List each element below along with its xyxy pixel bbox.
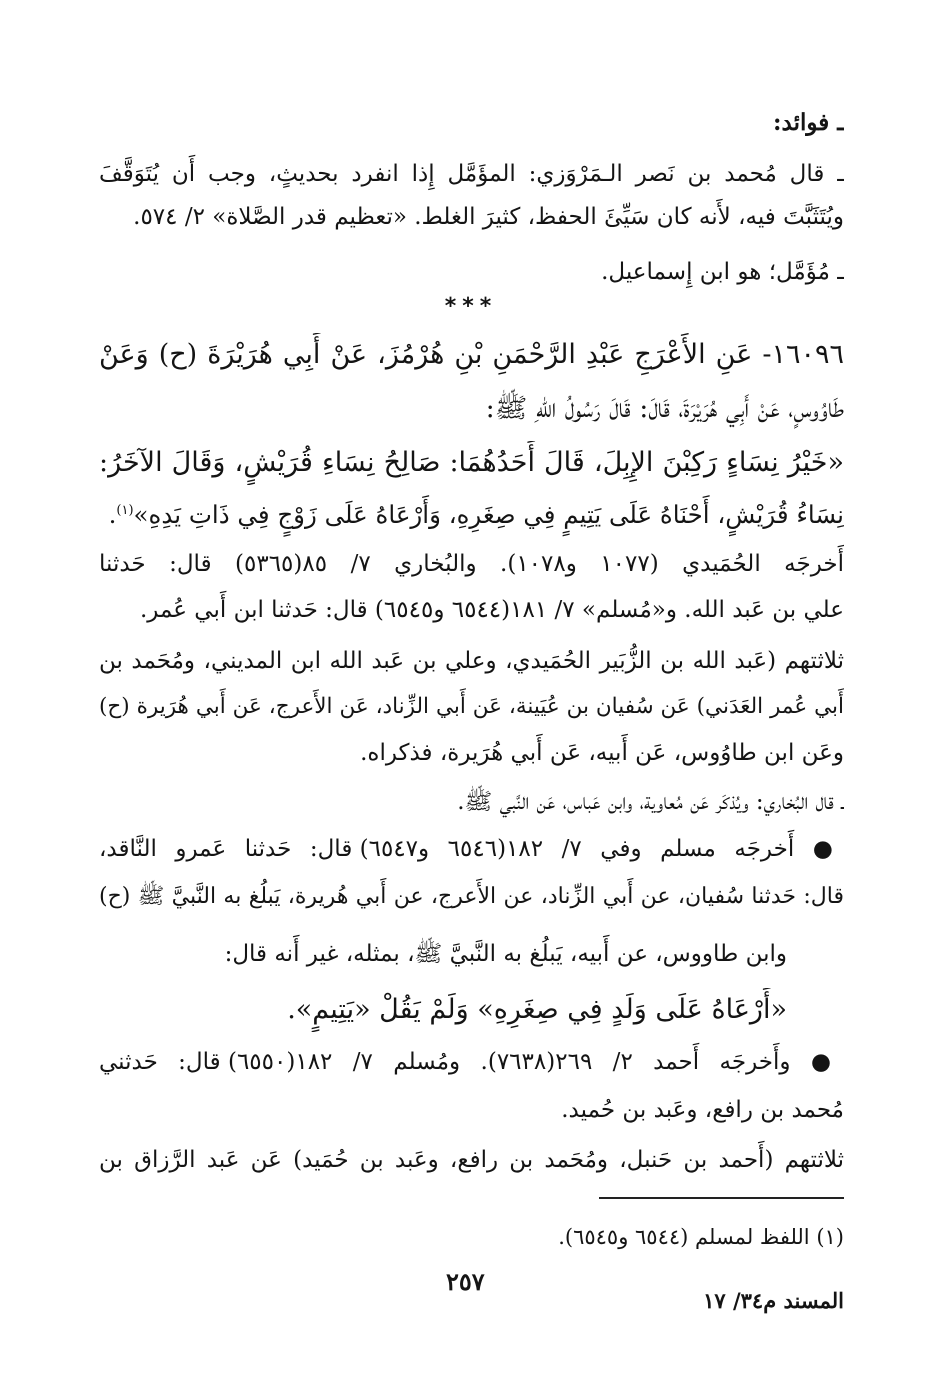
text-line: ـ قال مُحمد بن نَصر الـمَرْوَزي: المؤَمَّل إِذا انفرد بحديثٍ، وجب أَن يُتَوَقَّفَ <box>99 161 844 187</box>
text-line: وابن طاووس، عن أَبيه، يَبلُغ به النَّبيَّ ﷺ، بمثله، غير أَنه قال: <box>224 941 787 967</box>
hadith-line: «خَيْرُ نِسَاءٍ رَكِبْنَ الإِبِلَ، قَالَ أَحَدُهُمَا: صَالِحُ نِسَاءِ قُرَيْشٍ، وَقَالَ الآخَرُ: <box>99 447 844 478</box>
text-line: ويُتَثَبَّتَ فيه، لأَنه كان سَيِّئَ الحفظ، كثيرَ الغلط. «تعظيم قدر الصَّلاة» ٢/ ٥٧٤. <box>133 204 844 230</box>
hadith-text: نِسَاءُ قُرَيْشٍ، أَحْنَاهُ عَلَى يَتِيمٍ فِي صِغَرِهِ، وَأَرْعَاهُ عَلَى زَوْجٍ فِي ذَاتِ يَدِهِ» <box>133 500 844 530</box>
footnote: (١) اللفظ لمسلم (٦٥٤٤ و٦٥٤٥). <box>558 1225 844 1249</box>
footnote-marker: (١) <box>116 503 134 518</box>
section-heading: ـ فوائد: <box>773 109 844 136</box>
text-line: ● وأَخرجَه أَحمد ٢/ ٢٦٩(٧٦٣٨). ومُسلم ٧/ ١٨٢(٦٥٥٠) قال: حَدثني <box>99 1049 844 1075</box>
text-line: أَخرجَه الحُمَيدي (١٠٧٧ و١٠٧٨). والبُخاري ٧/ ٨٥(٥٣٦٥) قال: حَدثنا <box>99 551 844 577</box>
hadith-line: «أَرْعَاهُ عَلَى وَلَدٍ فِي صِغَرِهِ» وَلَمْ يَقُلْ «يَتِيمٍ». <box>287 994 787 1025</box>
text-line: ـ مُؤَمَّل؛ هو ابن إِسماعيل. <box>601 259 844 285</box>
text-line: وعَن ابن طاوُوس، عَن أَبيه، عَن أَبي هُرَيرة، فذكراه. <box>360 740 844 766</box>
hadith-line: نِسَاءُ قُرَيْشٍ، أَحْنَاهُ عَلَى يَتِيمٍ فِي صِغَرِهِ، وَأَرْعَاهُ عَلَى زَوْجٍ فِي ذَاتِ يَدِهِ»$^{(١)}$. <box>108 500 844 530</box>
text-line: علي بن عَبد الله. و«مُسلم» ٧/ ١٨١(٦٥٤٤ و٦٥٤٥) قال: حَدثنا ابن أَبي عُمر. <box>139 597 844 623</box>
hadith-line: طَاوُوسٍ، عَنْ أَبِي هُرَيْرَةَ، قَالَ: قَالَ رَسُولُ اللهِ ﷺ: <box>485 393 844 424</box>
text-line: قال: حَدثنا سُفيان، عن أَبي الزِّناد، عن الأَعرج، عن أَبي هُريرة، يَبلُغ به النَّبيَّ ﷺ (ح) <box>99 884 844 909</box>
footnote-rule <box>599 1197 844 1199</box>
hadith-line: ١٦٠٩٦- عَنِ الأَعْرَجِ عَبْدِ الرَّحْمَنِ بْنِ هُرْمُزَ، عَنْ أَبِي هُرَيْرَةَ (ح) وَعَنْ <box>99 339 844 370</box>
text-line: ـ قال البُخاري: ويُذكَر عَن مُعاوية، وابن عَباس، عَن النَّبي ﷺ. <box>457 789 844 815</box>
signature-mark: المسند م٣٤/ ١٧ <box>703 1288 844 1313</box>
text-line: ● أَخرجَه مسلم وفي ٧/ ١٨٢(٦٥٤٦ و٦٥٤٧) قال: حَدثنا عَمرو النَّاقد، <box>99 836 844 862</box>
text-line: مُحمد بن رافع، وعَبد بن حُميد. <box>561 1097 844 1123</box>
text-line: ثلاثتهم (أَحمد بن حَنبل، ومُحَمد بن رافع، وعَبد بن حُمَيد) عَن عَبد الرَّزاق بن <box>99 1147 844 1173</box>
page-number: ٢٥٧ <box>446 1267 485 1296</box>
section-separator: *** <box>444 294 498 319</box>
text-line: ثلاثتهم (عَبد الله بن الزُّبَير الحُمَيدي، وعلي بن عَبد الله ابن المديني، ومُحَمد بن <box>99 648 844 674</box>
text-line: أَبي عُمر العَدَني) عَن سُفيان بن عُيَينة، عَن أَبي الزِّناد، عَن الأَعرج، عَن أَبي هُرَيرة (ح) <box>99 694 844 719</box>
